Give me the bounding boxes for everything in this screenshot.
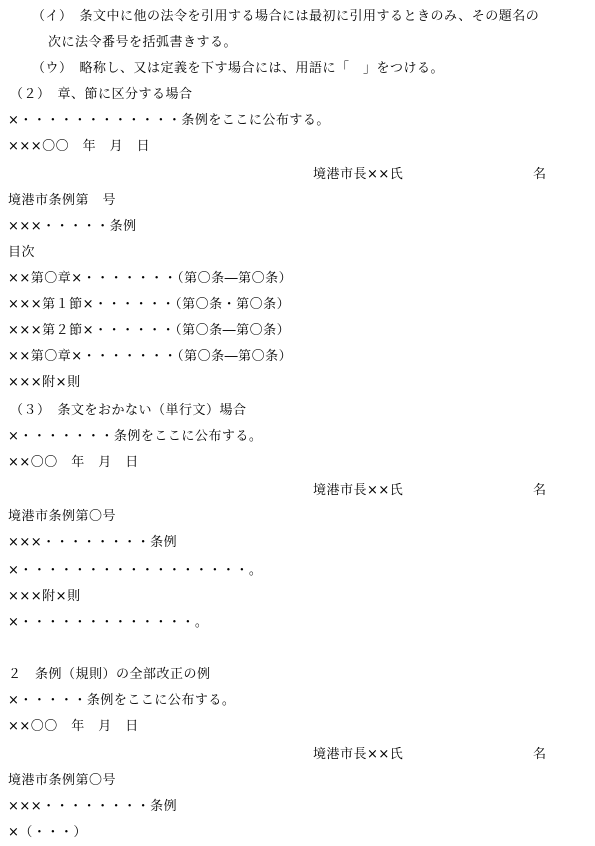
ordinance-title-b: ×××・・・・・・・・条例: [8, 535, 178, 550]
supplementary-heading-b: ×××附×則: [8, 589, 81, 604]
text-line-i1: （イ） 条文中に他の法令を引用する場合には最初に引用するときのみ、その題名の: [32, 9, 540, 24]
mayor-name-a: 名: [533, 167, 547, 182]
toc-item-4: ××第〇章×・・・・・・・（第〇条―第〇条）: [8, 349, 293, 364]
ordinance-number-b: 境港市条例第〇号: [8, 509, 117, 524]
text-line-i2: 次に法令番号を括弧書きする。: [48, 35, 238, 50]
section-heading-2: （２） 章、節に区分する場合: [10, 87, 193, 102]
ordinance-title-c: ×××・・・・・・・・条例: [8, 799, 178, 814]
mayor-name-c: 名: [533, 747, 547, 762]
text-line-u1: （ウ） 略称し、又は定義を下す場合には、用語に「 」をつける。: [32, 61, 445, 76]
date-line-b: ××〇〇 年 月 日: [8, 455, 139, 470]
supplementary-text-b: ×・・・・・・・・・・・・・。: [8, 615, 209, 630]
toc-item-2: ×××第１節×・・・・・・（第〇条・第〇条）: [8, 297, 291, 312]
date-line-c: ××〇〇 年 月 日: [8, 719, 139, 734]
mayor-title-a: 境港市長××氏: [313, 167, 404, 182]
toc-item-3: ×××第２節×・・・・・・（第〇条―第〇条）: [8, 323, 291, 338]
ordinance-number-a: 境港市条例第 号: [8, 193, 117, 208]
text-line-a1: ×・・・・・・・・・・・・条例をここに公布する。: [8, 113, 330, 128]
toc-heading: 目次: [8, 245, 36, 260]
mayor-title-b: 境港市長××氏: [313, 483, 404, 498]
mayor-name-b: 名: [533, 483, 547, 498]
ordinance-title-a: ×××・・・・・条例: [8, 219, 137, 234]
text-line-b1: ×・・・・・・・条例をここに公布する。: [8, 429, 263, 444]
body-text-b: ×・・・・・・・・・・・・・・・・・。: [8, 563, 263, 578]
ordinance-number-c: 境港市条例第〇号: [8, 773, 117, 788]
date-line-a: ×××〇〇 年 月 日: [8, 139, 151, 154]
body-text-c: ×（・・・）: [8, 825, 87, 840]
section-heading-full-revision: ２ 条例（規則）の全部改正の例: [8, 667, 211, 682]
mayor-title-c: 境港市長××氏: [313, 747, 404, 762]
text-line-c1: ×・・・・・条例をここに公布する。: [8, 693, 236, 708]
section-heading-3: （３） 条文をおかない（単行文）場合: [10, 403, 247, 418]
toc-item-1: ××第〇章×・・・・・・・（第〇条―第〇条）: [8, 271, 293, 286]
toc-item-supplementary: ×××附×則: [8, 375, 81, 390]
